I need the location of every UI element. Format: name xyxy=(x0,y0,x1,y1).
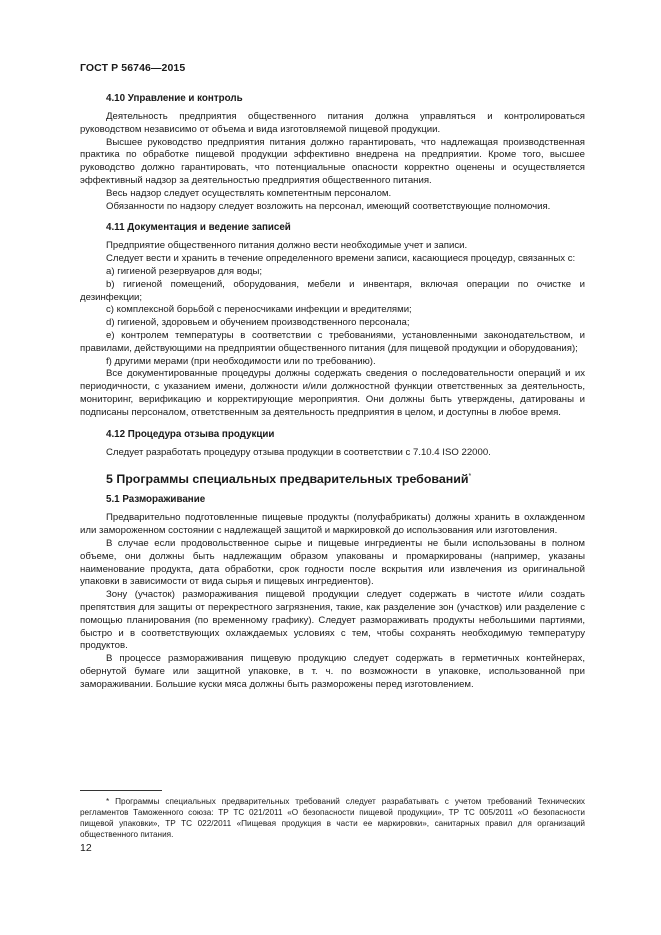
section-4-10-heading: 4.10 Управление и контроль xyxy=(106,93,243,104)
paragraph: Предварительно подготовленные пищевые продукты (полуфабрикаты) должны хранить в охлажденном или замороженном состоянии с надлежащей защитой и маркировкой до использования или изготовления. xyxy=(80,512,585,537)
list-item: f) другими мерами (при необходимости или по требованию). xyxy=(106,355,376,367)
paragraph: Следует вести и хранить в течение определенного времени записи, касающиеся процедур, связанных с: xyxy=(106,253,576,265)
list-item: c) комплексной борьбой с переносчиками инфекции и вредителями; xyxy=(106,304,412,316)
list-item: e) контролем температуры в соответствии с требованиями, установленными законодательством, и правилами, действующими на предприятии общественного питания (для пищевой продукции и оборудования); xyxy=(80,329,585,354)
paragraph: Обязанности по надзору следует возложить на персонал, имеющий соответствующие полномочия. xyxy=(106,200,551,212)
footnote: * Программы специальных предварительных требований следует разрабатывать с учетом требований Технических регламентов Таможенного союза: ТР ТС 021/2011 «О безопасности пищевой продукции», ТР ТС 005/2011 «О безопасности пищевой упаковки», ТР ТС 022/2011 «Пищевая продукция в части ее маркировки», санитарных правил для организаций общественного питания. xyxy=(80,797,585,839)
list-item: a) гигиеной резервуаров для воды; xyxy=(106,265,263,277)
footnote-marker[interactable]: * xyxy=(468,473,472,481)
paragraph: Деятельность предприятия общественного питания должна управляться и контролироваться руководством независимо от объема и вида изготовляемой пищевой продукции. xyxy=(80,111,585,135)
list-item: d) гигиеной, здоровьем и обучением производственного персонала; xyxy=(106,317,410,329)
section-4-12-heading: 4.12 Процедура отзыва продукции xyxy=(106,428,275,440)
paragraph: Высшее руководство предприятия питания должно гарантировать, что надлежащая производственная практика по обработке пищевой продукции эффективно внедрена на предприятии. Кроме того, высшее руководство должно гарантировать, что потенциальные опасности корректно оценены и осуществляется эффективный надзор за деятельностью предприятия общественного питания. xyxy=(80,136,585,186)
section-5-heading xyxy=(80,469,585,487)
paragraph: В процессе размораживания пищевую продукцию следует содержать в герметичных контейнерах, обернутой бумаге или защитной упаковке, в т. ч. по возможности в упаковке, использованной при замораживании. Большие куски мяса должны быть разморожены перед изготовлением. xyxy=(80,653,585,690)
paragraph: Зону (участок) размораживания пищевой продукции следует содержать в чистоте и/или создать препятствия для защиты от перекрестного загрязнения, такие, как разделение зон (участков) или разделение с помощью планирования (по временному графику). Следует размораживать продукты небольшими партиями, быстро и в соответствующих охлаждаемых условиях с тем, чтобы сохранять необходимую температуру продуктов. xyxy=(80,589,585,652)
page-number: 12 xyxy=(80,842,92,854)
footnote-divider xyxy=(80,790,162,791)
section-5-1-heading: 5.1 Размораживание xyxy=(106,494,206,506)
paragraph: В случае если продовольственное сырье и пищевые ингредиенты не были использованы в полном объеме, они должны быть надлежащим образом упакованы и промаркированы (например, указаны наименование продукта, дата обработки, срок годности после вскрытия или извлечения из оригинальной упаковки в зависимости от вида сырья и пищевых ингредиентов). xyxy=(80,538,585,588)
paragraph: Предприятие общественного питания должно вести необходимые учет и записи. xyxy=(106,240,468,252)
section-5-title: 5 Программы специальных предварительных требований xyxy=(106,472,469,487)
paragraph: Весь надзор следует осуществлять компетентным персоналом. xyxy=(106,187,392,199)
paragraph: Следует разработать процедуру отзыва продукции в соответствии с 7.10.4 ISO 22000. xyxy=(106,446,491,458)
paragraph: Все документированные процедуры должны содержать сведения о последовательности операций и их периодичности, с указанием имени, должности и/или должностной функции ответственных за деятельность, мониторинг, верификацию и корректирующие мероприятия. Они должны быть утверждены, датированы и подписаны персоналом, ответственным за деятельность предприятия в целом, и доступны в любое время. xyxy=(80,368,585,418)
page-content xyxy=(80,92,585,692)
document-header: ГОСТ Р 56746—2015 xyxy=(80,62,186,74)
section-4-11-heading: 4.11 Документация и ведение записей xyxy=(106,222,291,234)
list-item: b) гигиеной помещений, оборудования, мебели и инвентаря, включая операции по очистке и дезинфекции; xyxy=(80,278,585,303)
